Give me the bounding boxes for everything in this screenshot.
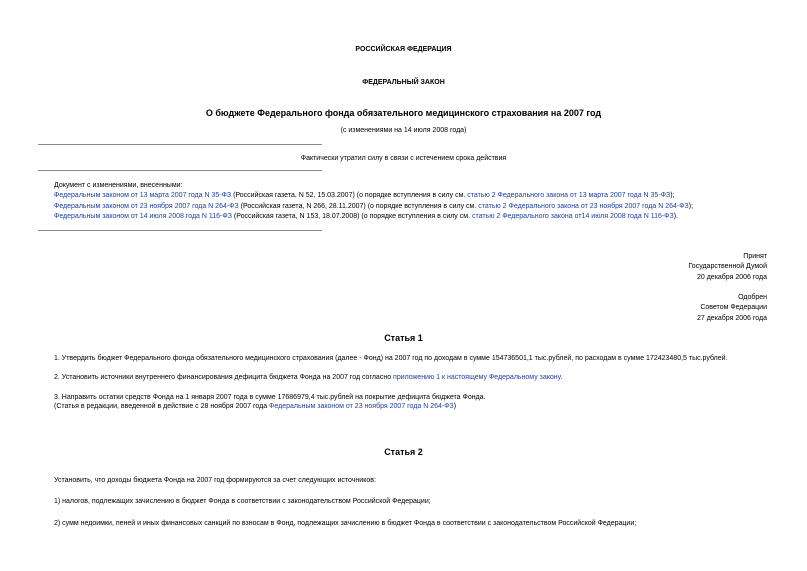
article-1-revision-note: (Статья в редакции, введенной в действие с 28 ноября 2007 года Федеральным законом от 23 ноября 2007 года N 264-ФЗ) [54,403,457,411]
article-1-body [54,355,784,412]
article-2-intro: Установить, что доходы бюджета Фонда на 2007 год формируются за счет следующих источников: [54,477,376,484]
divider [38,144,322,145]
article-2-heading: Статья 2 [384,447,423,457]
article-2-body [54,477,784,528]
article-1-paragraph-3: 3. Направить остатки средств Фонда на 1 января 2007 года в сумме 17686979,4 тыс.рублей на покрытие дефицита бюджета Фонда. [54,393,486,401]
appendix-link[interactable]: приложению 1 к настоящему Федеральному закону [393,374,561,382]
amending-law-link[interactable]: Федеральным законом от 14 июля 2008 года N 116-ФЗ [54,213,232,221]
changes-intro: Документ с изменениями, внесенными: [54,182,183,189]
divider [38,170,322,171]
article-1-paragraph-2: 2. Установить источники внутреннего финансирования дефицита бюджета Фонда на 2007 год согласно приложению 1 к настоящему Федеральному закону. [54,374,563,382]
amending-law-link[interactable]: Федеральным законом от 23 ноября 2007 года N 264-ФЗ [269,403,454,411]
doc-type-heading: ФЕДЕРАЛЬНЫЙ ЗАКОН [362,79,445,86]
approved-block: Одобрен Советом Федерации 27 декабря 2006 года [696,294,767,322]
article-1-heading: Статья 1 [384,333,423,343]
change-item: Федеральным законом от 13 марта 2007 года N 35-ФЗ (Российская газета, N 52, 15.03.2007) (о порядке вступления в силу см. статью 2 Федерального закона от 13 марта 2007 года N 35-ФЗ); [54,192,675,200]
change-item: Федеральным законом от 23 ноября 2007 года N 264-ФЗ (Российская газета, N 266, 28.11.2007) (о порядке вступления в силу см. статью 2 Федерального закона от 23 ноября 2007 года N 264-ФЗ); [54,202,694,210]
article-link[interactable]: статью 2 Федерального закона от 23 ноября 2007 года N 264-ФЗ [478,202,689,210]
article-2-item-2: 2) сумм недоимки, пеней и иных финансовых санкций по взносам в Фонд, подлежащих зачислению в бюджет Фонда в соответствии с законодательством Российской Федерации; [54,519,637,527]
change-item: Федеральным законом от 14 июля 2008 года N 116-ФЗ (Российская газета, N 153, 18.07.2008) (о порядке вступления в силу см. статью 2 Федерального закона от14 июля 2008 года N 116-ФЗ). [54,213,679,221]
status-note: Фактически утратил силу в связи с истечением срока действия [300,155,507,162]
article-link[interactable]: статью 2 Федерального закона от 13 марта 2007 года N 35-ФЗ [467,192,671,200]
law-title: О бюджете Федерального фонда обязательного медицинского страхования на 2007 год [205,108,602,118]
article-2-item-1: 1) налогов, подлежащих зачислению в бюджет Фонда в соответствии с законодательством Российской Федерации; [54,498,431,506]
changes-block [54,182,784,222]
amending-law-link[interactable]: Федеральным законом от 13 марта 2007 года N 35-ФЗ [54,192,232,200]
divider [38,230,322,231]
adopted-block: Принят Государственной Думой 20 декабря 2006 года [688,253,767,281]
article-1-paragraph-1: 1. Утвердить бюджет Федерального фонда обязательного медицинского страхования (далее - Фонд) на 2007 год по доходам в сумме 154736501,1 тыс.рублей, по расходам в сумме 172423480,5 тыс.рублей. [54,355,728,362]
revision-subtitle: (с изменениями на 14 июля 2008 года) [340,127,467,134]
country-heading: РОССИЙСКАЯ ФЕДЕРАЦИЯ [355,46,452,53]
article-link[interactable]: статью 2 Федерального закона от14 июля 2008 года N 116-ФЗ [471,213,674,221]
amending-law-link[interactable]: Федеральным законом от 23 ноября 2007 года N 264-ФЗ [54,202,239,210]
